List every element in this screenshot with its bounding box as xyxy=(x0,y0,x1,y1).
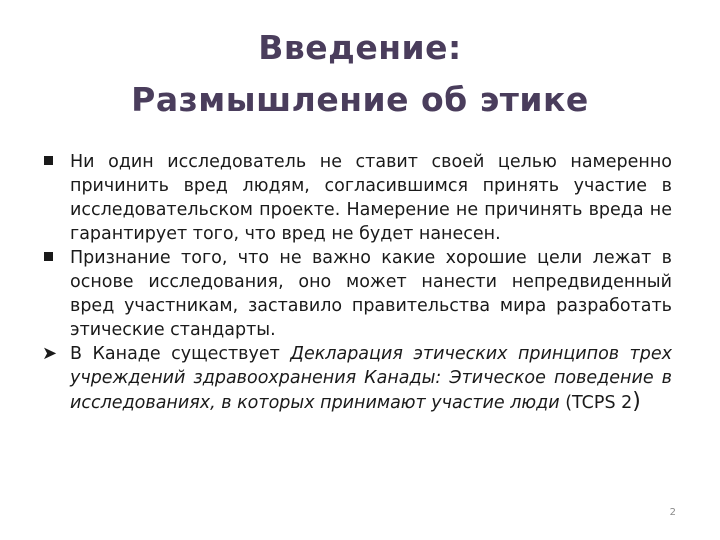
page-number: 2 xyxy=(669,507,676,518)
bullet-text-3-italic: Декларация этических принципов трех учреждений здравоохранения Канады: Этическое поведение в исследованиях, в которых принимают участие люди xyxy=(70,344,672,413)
bullet-text-3-start: В Канаде существует xyxy=(70,344,291,364)
bullet-text-2: Признание того, что не важно какие хорошие цели лежат в основе исследования, оно может нанести непредвиденный вред участникам, заставило правительства мира разработать этические стандарты. xyxy=(70,248,672,340)
slide-title xyxy=(0,22,720,126)
bullet-item-3 xyxy=(42,342,672,415)
arrow-bullet-icon: ➤ xyxy=(42,343,58,364)
bullet-text-3-paren: ) xyxy=(632,389,641,414)
bullet-item-1 xyxy=(42,150,672,246)
bullet-text-3-end: (TCPS 2 xyxy=(559,393,633,413)
slide-body xyxy=(42,150,672,415)
bullet-text-3 xyxy=(70,342,672,415)
bullet-text-1: Ни один исследователь не ставит своей целью намеренно причинить вред людям, согласившимся принять участие в исследовательском проекте. Намерение не причинять вреда не гарантирует того, что вред не будет нанесен. xyxy=(70,152,672,244)
title-line-1: Введение: xyxy=(258,28,462,67)
title-line-2: Размышление об этике xyxy=(131,80,589,119)
square-bullet-icon xyxy=(44,252,53,261)
bullet-item-2 xyxy=(42,246,672,342)
square-bullet-icon xyxy=(44,156,53,165)
